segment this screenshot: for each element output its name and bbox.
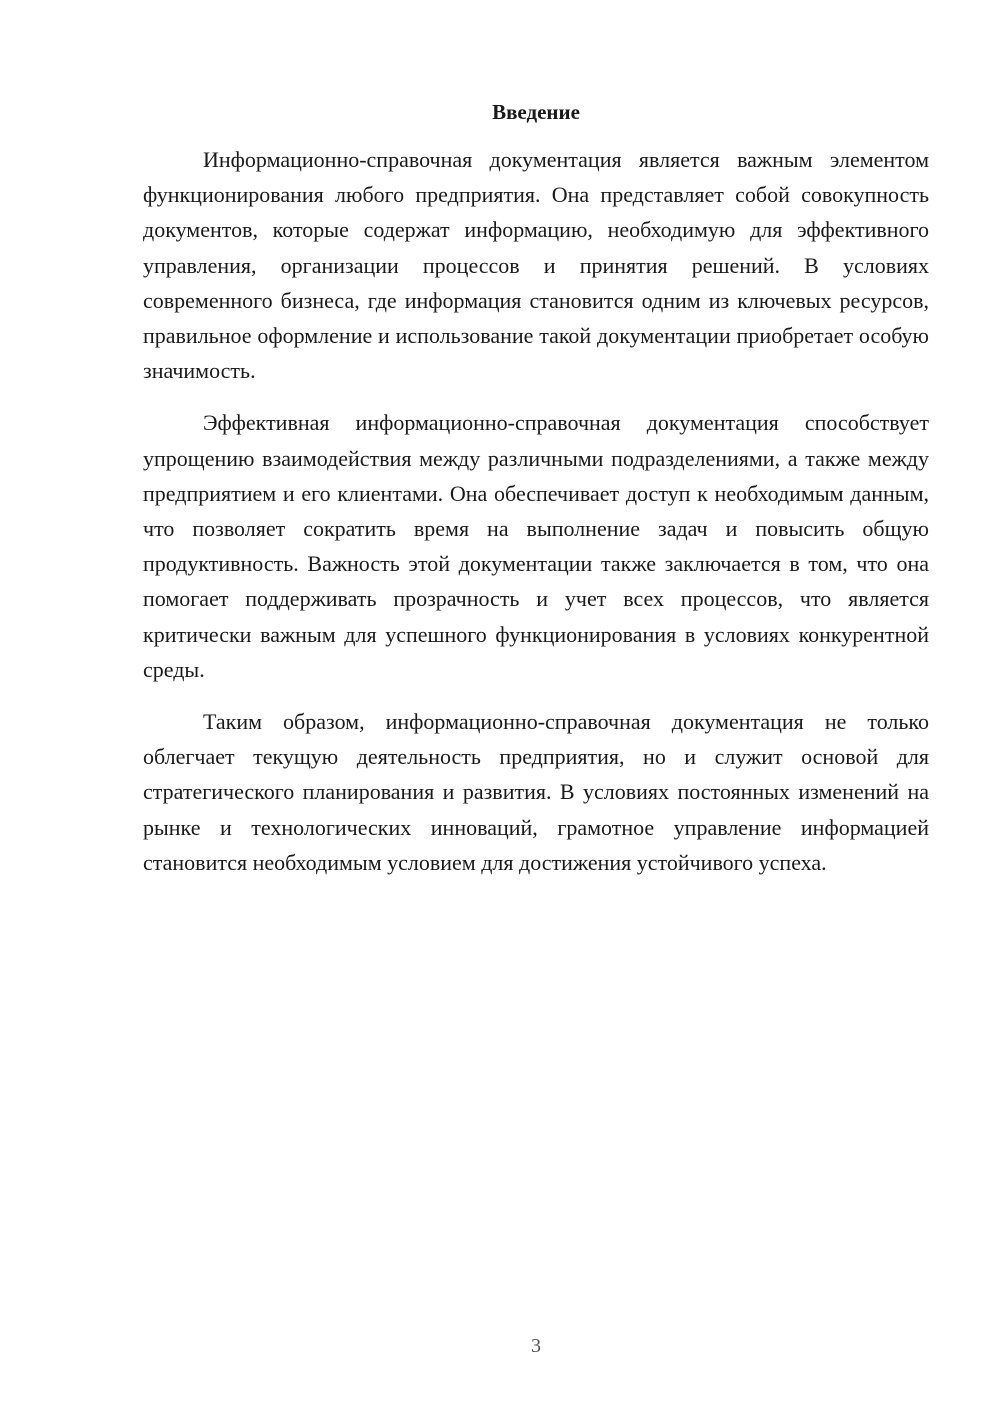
page-number: 3	[531, 1335, 541, 1357]
body-text	[143, 142, 929, 897]
section-title: Введение	[492, 100, 580, 124]
paragraph-2: Эффективная информационно-справочная документация способствует упрощению взаимодействия между различными подразделениями, а также между предприятием и его клиентами. Она обеспечивает доступ к необходимым данным, что позволяет сократить время на выполнение задач и повысить общую продуктивность. Важность этой документации также заключается в том, что она помогает поддерживать прозрачность и учет всех процессов, что является критически важным для успешного функционирования в условиях конкурентной среды.	[143, 410, 929, 682]
paragraph-3: Таким образом, информационно-справочная документация не только облегчает текущую деятельность предприятия, но и служит основой для стратегического планирования и развития. В условиях постоянных изменений на рынке и технологических инноваций, грамотное управление информацией становится необходимым условием для достижения устойчивого успеха.	[143, 709, 929, 875]
paragraph-1: Информационно-справочная документация является важным элементом функционирования любого предприятия. Она представляет собой совокупность документов, которые содержат информацию, необходимую для эффективного управления, организации процессов и принятия решений. В условиях современного бизнеса, где информация становится одним из ключевых ресурсов, правильное оформление и использование такой документации приобретает особую значимость.	[143, 147, 929, 384]
